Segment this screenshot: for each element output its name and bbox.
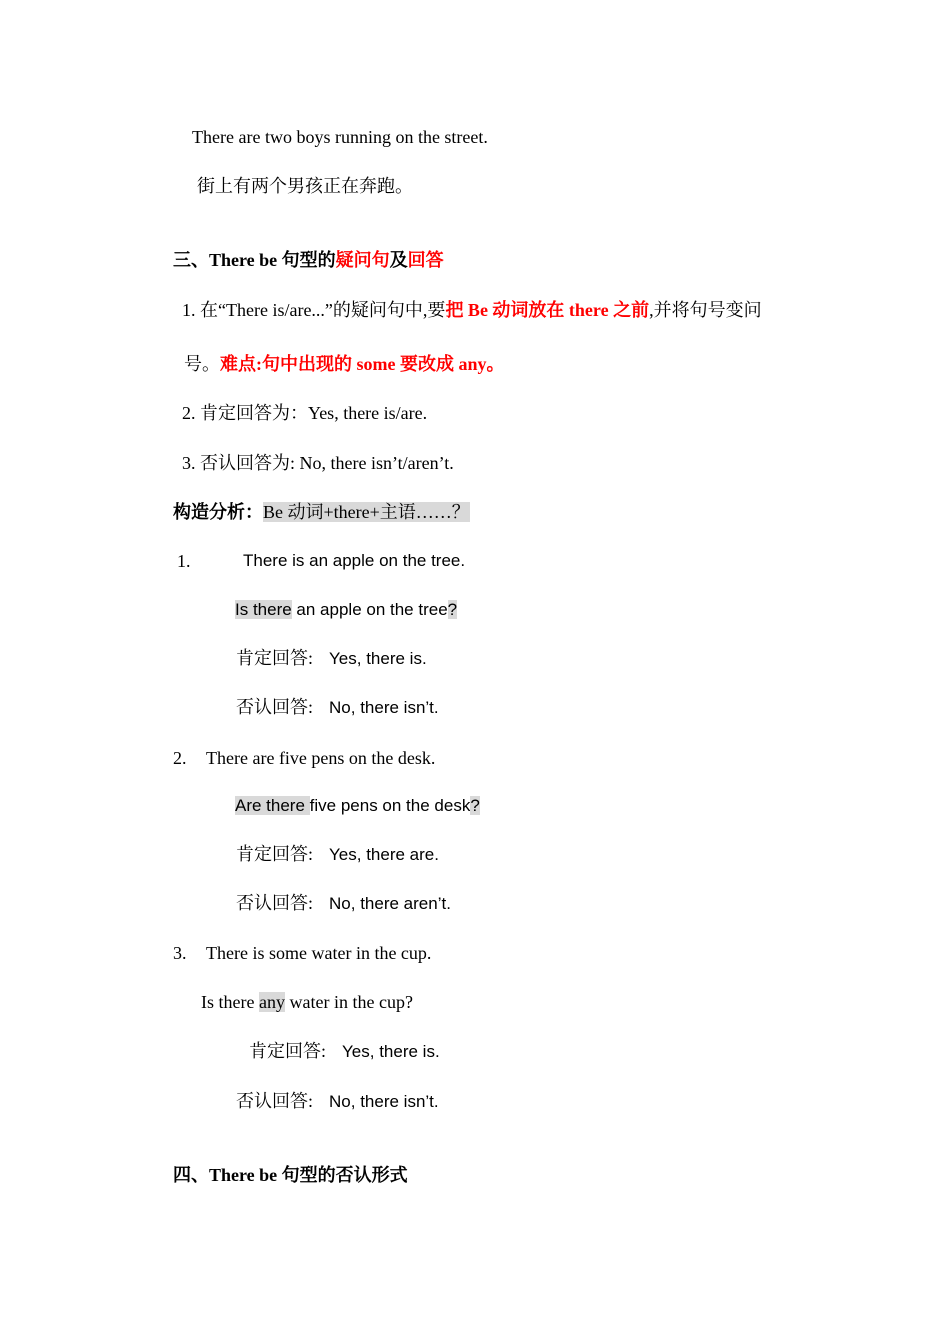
section3-title-red-1: 疑问句 xyxy=(335,250,390,270)
example-3-question-rest: water in the cup? xyxy=(284,992,413,1012)
example-1-positive-answer: Yes, there is. xyxy=(329,649,427,668)
section3-heading xyxy=(173,248,444,272)
example-3-negative-answer: No, there isn’t. xyxy=(329,1092,439,1111)
example-3-positive xyxy=(249,1039,440,1064)
rule-1-number: 1. xyxy=(182,300,196,320)
example-2-positive xyxy=(236,842,439,867)
example-1-sentence: There is an apple on the tree. xyxy=(243,551,466,570)
rule-3: 3. 否认回答为: No, there isn’t/aren’t. xyxy=(182,453,454,473)
example-2-positive-label: 肯定回答: xyxy=(236,844,314,864)
structure-analysis xyxy=(173,500,470,524)
rule-2: 2. 肯定回答为：Yes, there is/are. xyxy=(182,403,428,423)
rule-1-text-b: ,并将句号变问 xyxy=(649,300,762,320)
rule-1-red-text: 把 Be 动词放在 there 之前 xyxy=(445,300,650,320)
example-3-number: 3. xyxy=(173,943,187,963)
section4-heading: 四、There be 句型的否认形式 xyxy=(173,1165,408,1185)
example-2-positive-answer: Yes, there are. xyxy=(329,845,439,864)
example-2-negative-label: 否认回答: xyxy=(236,893,314,913)
example-1-positive xyxy=(236,646,427,671)
example-1-question-mark: ? xyxy=(447,600,458,619)
rule-1-text-c: 号。 xyxy=(184,354,220,374)
example-1-question xyxy=(235,598,457,622)
intro-sentence: There are two boys running on the street. xyxy=(192,127,488,147)
example-1-question-rest: an apple on the tree xyxy=(291,600,448,619)
example-1-negative-label: 否认回答: xyxy=(236,697,314,717)
example-3-negative xyxy=(236,1089,439,1114)
example-3-question-pre: Is there xyxy=(201,992,259,1012)
example-3-question-highlight: any xyxy=(258,992,285,1012)
structure-label: 构造分析： xyxy=(173,502,263,522)
example-2-number: 2. xyxy=(173,748,187,768)
example-2-question xyxy=(235,794,480,818)
example-1-negative xyxy=(236,695,439,720)
example-1-number: 1. xyxy=(177,551,191,571)
example-3-sentence: There is some water in the cup. xyxy=(206,943,432,963)
rule-1-line-1 xyxy=(182,298,762,322)
section3-title-red-2: 回答 xyxy=(407,250,444,270)
example-3-positive-answer: Yes, there is. xyxy=(342,1042,440,1061)
example-2-question-rest: five pens on the desk xyxy=(309,796,471,815)
example-3-negative-label: 否认回答: xyxy=(236,1091,314,1111)
example-2-question-mark: ? xyxy=(470,796,480,815)
example-1-question-highlight: Is there xyxy=(235,600,292,619)
structure-formula: Be 动词+there+主语……？ xyxy=(263,502,470,522)
rule-1-line-2 xyxy=(184,352,505,376)
example-2-negative-answer: No, there aren’t. xyxy=(329,894,451,913)
example-2-negative xyxy=(236,891,451,916)
example-1-positive-label: 肯定回答: xyxy=(236,648,314,668)
example-3-positive-label: 肯定回答: xyxy=(249,1041,327,1061)
example-2-sentence: There are five pens on the desk. xyxy=(206,748,436,768)
section3-title-mid: 及 xyxy=(389,250,408,270)
section3-title-prefix: 三、There be 句型的 xyxy=(173,250,336,270)
example-2-question-highlight: Are there xyxy=(235,796,310,815)
example-1-negative-answer: No, there isn’t. xyxy=(329,698,439,717)
rule-1-text-a: 在“There is/are...”的疑问句中,要 xyxy=(200,300,446,320)
example-3-question xyxy=(201,990,413,1014)
rule-1-difficulty: 难点:句中出现的 some 要改成 any。 xyxy=(220,354,505,374)
intro-translation: 街上有两个男孩正在奔跑。 xyxy=(197,176,413,196)
